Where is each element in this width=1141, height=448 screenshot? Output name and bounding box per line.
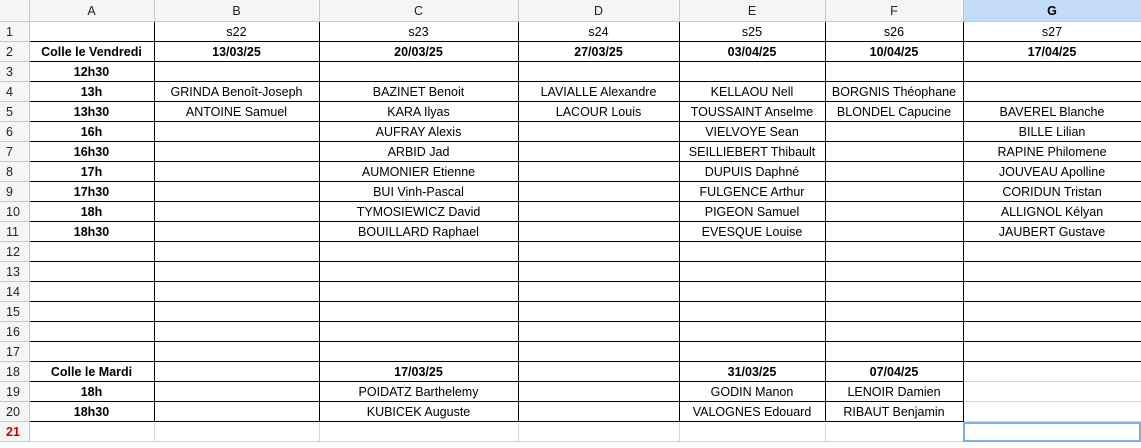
cell-g21[interactable] <box>963 422 1141 442</box>
cell-a21[interactable] <box>29 422 154 442</box>
cell-b9[interactable] <box>154 182 319 202</box>
cell-e20[interactable]: VALOGNES Edouard <box>679 402 825 422</box>
cell-d20[interactable] <box>518 402 679 422</box>
cell-g20[interactable] <box>963 402 1141 422</box>
cell-d9[interactable] <box>518 182 679 202</box>
cell-d4[interactable]: LAVIALLE Alexandre <box>518 82 679 102</box>
row-header-14[interactable]: 14 <box>0 282 29 302</box>
column-header-e[interactable]: E <box>679 0 825 22</box>
sheet-row <box>0 22 1141 42</box>
cell-e1[interactable]: s25 <box>679 22 825 42</box>
cell-f13[interactable] <box>825 262 963 282</box>
cell-a14[interactable] <box>29 282 154 302</box>
cell-c14[interactable] <box>319 282 518 302</box>
cell-d5[interactable]: LACOUR Louis <box>518 102 679 122</box>
sheet-row <box>0 342 1141 362</box>
column-header-c[interactable]: C <box>319 0 518 22</box>
cell-a13[interactable] <box>29 262 154 282</box>
row-header-2[interactable]: 2 <box>0 42 29 62</box>
cell-e5[interactable]: TOUSSAINT Anselme <box>679 102 825 122</box>
cell-g5[interactable]: BAVEREL Blanche <box>963 102 1141 122</box>
cell-b13[interactable] <box>154 262 319 282</box>
cell-e9[interactable]: FULGENCE Arthur <box>679 182 825 202</box>
cell-f18[interactable]: 07/04/25 <box>825 362 963 382</box>
cell-c18[interactable]: 17/03/25 <box>319 362 518 382</box>
cell-b17[interactable] <box>154 342 319 362</box>
cell-f2[interactable]: 10/04/25 <box>825 42 963 62</box>
cell-a8[interactable]: 17h <box>29 162 154 182</box>
sheet-row <box>0 62 1141 82</box>
cell-c5[interactable]: KARA Ilyas <box>319 102 518 122</box>
cell-a1[interactable] <box>29 22 154 42</box>
cell-d11[interactable] <box>518 222 679 242</box>
cell-g7[interactable]: RAPINE Philomene <box>963 142 1141 162</box>
cell-g13[interactable] <box>963 262 1141 282</box>
cell-f5[interactable]: BLONDEL Capucine <box>825 102 963 122</box>
cell-e2[interactable]: 03/04/25 <box>679 42 825 62</box>
cell-f9[interactable] <box>825 182 963 202</box>
cell-e11[interactable]: EVESQUE Louise <box>679 222 825 242</box>
cell-f4[interactable]: BORGNIS Théophane <box>825 82 963 102</box>
cell-b7[interactable] <box>154 142 319 162</box>
cell-d13[interactable] <box>518 262 679 282</box>
cell-f19[interactable]: LENOIR Damien <box>825 382 963 402</box>
cell-a4[interactable]: 13h <box>29 82 154 102</box>
sheet-row <box>0 282 1141 302</box>
sheet-row <box>0 162 1141 182</box>
cell-a15[interactable] <box>29 302 154 322</box>
cell-g18[interactable] <box>963 362 1141 382</box>
row-header-3[interactable]: 3 <box>0 62 29 82</box>
cell-f17[interactable] <box>825 342 963 362</box>
select-all-corner[interactable] <box>0 0 29 22</box>
cell-e14[interactable] <box>679 282 825 302</box>
cell-f1[interactable]: s26 <box>825 22 963 42</box>
sheet-row <box>0 82 1141 102</box>
row-header-5[interactable]: 5 <box>0 102 29 122</box>
cell-c12[interactable] <box>319 242 518 262</box>
column-header-g[interactable]: G <box>963 0 1141 22</box>
cell-b8[interactable] <box>154 162 319 182</box>
cell-e12[interactable] <box>679 242 825 262</box>
row-header-7[interactable]: 7 <box>0 142 29 162</box>
cell-b15[interactable] <box>154 302 319 322</box>
cell-d12[interactable] <box>518 242 679 262</box>
cell-g15[interactable] <box>963 302 1141 322</box>
cell-a17[interactable] <box>29 342 154 362</box>
cell-b1[interactable]: s22 <box>154 22 319 42</box>
cell-b21[interactable] <box>154 422 319 442</box>
cell-f10[interactable] <box>825 202 963 222</box>
cell-c13[interactable] <box>319 262 518 282</box>
sheet-row <box>0 302 1141 322</box>
cell-f14[interactable] <box>825 282 963 302</box>
cell-e15[interactable] <box>679 302 825 322</box>
cell-c19[interactable]: POIDATZ Barthelemy <box>319 382 518 402</box>
cell-b4[interactable]: GRINDA Benoît-Joseph <box>154 82 319 102</box>
cell-e18[interactable]: 31/03/25 <box>679 362 825 382</box>
sheet-row <box>0 422 1141 442</box>
cell-a6[interactable]: 16h <box>29 122 154 142</box>
sheet-row <box>0 122 1141 142</box>
row-header-18[interactable]: 18 <box>0 362 29 382</box>
column-header-b[interactable]: B <box>154 0 319 22</box>
sheet-row <box>0 202 1141 222</box>
sheet-row <box>0 382 1141 402</box>
cell-c8[interactable]: AUMONIER Etienne <box>319 162 518 182</box>
cell-b19[interactable] <box>154 382 319 402</box>
cell-c6[interactable]: AUFRAY Alexis <box>319 122 518 142</box>
cell-a18[interactable]: Colle le Mardi <box>29 362 154 382</box>
cell-g8[interactable]: JOUVEAU Apolline <box>963 162 1141 182</box>
row-header-19[interactable]: 19 <box>0 382 29 402</box>
row-header-8[interactable]: 8 <box>0 162 29 182</box>
cell-b3[interactable] <box>154 62 319 82</box>
cell-c10[interactable]: TYMOSIEWICZ David <box>319 202 518 222</box>
cell-g10[interactable]: ALLIGNOL Kélyan <box>963 202 1141 222</box>
sheet-row <box>0 362 1141 382</box>
cell-a2[interactable]: Colle le Vendredi <box>29 42 154 62</box>
cell-e10[interactable]: PIGEON Samuel <box>679 202 825 222</box>
sheet-row <box>0 242 1141 262</box>
cell-c21[interactable] <box>319 422 518 442</box>
cell-g16[interactable] <box>963 322 1141 342</box>
row-header-12[interactable]: 12 <box>0 242 29 262</box>
column-header-row <box>0 0 1141 22</box>
cell-c1[interactable]: s23 <box>319 22 518 42</box>
cell-c2[interactable]: 20/03/25 <box>319 42 518 62</box>
sheet-row <box>0 102 1141 122</box>
cell-b16[interactable] <box>154 322 319 342</box>
cell-f12[interactable] <box>825 242 963 262</box>
cell-e4[interactable]: KELLAOU Nell <box>679 82 825 102</box>
cell-g3[interactable] <box>963 62 1141 82</box>
row-header-11[interactable]: 11 <box>0 222 29 242</box>
cell-d6[interactable] <box>518 122 679 142</box>
cell-c7[interactable]: ARBID Jad <box>319 142 518 162</box>
sheet-row <box>0 142 1141 162</box>
cell-e13[interactable] <box>679 262 825 282</box>
cell-c3[interactable] <box>319 62 518 82</box>
cell-d10[interactable] <box>518 202 679 222</box>
sheet-row <box>0 222 1141 242</box>
sheet-row <box>0 42 1141 62</box>
cell-g1[interactable]: s27 <box>963 22 1141 42</box>
cell-d14[interactable] <box>518 282 679 302</box>
cell-g17[interactable] <box>963 342 1141 362</box>
cell-a20[interactable]: 18h30 <box>29 402 154 422</box>
cell-f11[interactable] <box>825 222 963 242</box>
cell-c4[interactable]: BAZINET Benoit <box>319 82 518 102</box>
row-header-13[interactable]: 13 <box>0 262 29 282</box>
cell-f15[interactable] <box>825 302 963 322</box>
cell-e19[interactable]: GODIN Manon <box>679 382 825 402</box>
cell-f6[interactable] <box>825 122 963 142</box>
cell-b14[interactable] <box>154 282 319 302</box>
row-header-1[interactable]: 1 <box>0 22 29 42</box>
cell-c15[interactable] <box>319 302 518 322</box>
sheet-row <box>0 322 1141 342</box>
cell-b20[interactable] <box>154 402 319 422</box>
row-header-15[interactable]: 15 <box>0 302 29 322</box>
cell-d7[interactable] <box>518 142 679 162</box>
row-header-21[interactable]: 21 <box>0 422 29 442</box>
row-header-16[interactable]: 16 <box>0 322 29 342</box>
cell-a16[interactable] <box>29 322 154 342</box>
cell-b10[interactable] <box>154 202 319 222</box>
row-header-10[interactable]: 10 <box>0 202 29 222</box>
cell-a19[interactable]: 18h <box>29 382 154 402</box>
cell-e21[interactable] <box>679 422 825 442</box>
cell-c11[interactable]: BOUILLARD Raphael <box>319 222 518 242</box>
row-header-9[interactable]: 9 <box>0 182 29 202</box>
cell-b2[interactable]: 13/03/25 <box>154 42 319 62</box>
row-header-6[interactable]: 6 <box>0 122 29 142</box>
cell-g12[interactable] <box>963 242 1141 262</box>
cell-e17[interactable] <box>679 342 825 362</box>
cell-d18[interactable] <box>518 362 679 382</box>
sheet-row <box>0 402 1141 422</box>
cell-f21[interactable] <box>825 422 963 442</box>
sheet-row <box>0 262 1141 282</box>
sheet-row <box>0 182 1141 202</box>
column-header-a[interactable]: A <box>29 0 154 22</box>
cell-f3[interactable] <box>825 62 963 82</box>
cell-a7[interactable]: 16h30 <box>29 142 154 162</box>
cell-g14[interactable] <box>963 282 1141 302</box>
cell-g9[interactable]: CORIDUN Tristan <box>963 182 1141 202</box>
cell-d3[interactable] <box>518 62 679 82</box>
cell-d8[interactable] <box>518 162 679 182</box>
cell-a3[interactable]: 12h30 <box>29 62 154 82</box>
column-header-f[interactable]: F <box>825 0 963 22</box>
cell-e7[interactable]: SEILLIEBERT Thibault <box>679 142 825 162</box>
cell-a9[interactable]: 17h30 <box>29 182 154 202</box>
cell-d15[interactable] <box>518 302 679 322</box>
cell-c17[interactable] <box>319 342 518 362</box>
cell-e3[interactable] <box>679 62 825 82</box>
cell-e6[interactable]: VIELVOYE Sean <box>679 122 825 142</box>
cell-f7[interactable] <box>825 142 963 162</box>
cell-f20[interactable]: RIBAUT Benjamin <box>825 402 963 422</box>
cell-f8[interactable] <box>825 162 963 182</box>
cell-g2[interactable]: 17/04/25 <box>963 42 1141 62</box>
cell-f16[interactable] <box>825 322 963 342</box>
cell-g11[interactable]: JAUBERT Gustave <box>963 222 1141 242</box>
cell-b5[interactable]: ANTOINE Samuel <box>154 102 319 122</box>
cell-b11[interactable] <box>154 222 319 242</box>
cell-g6[interactable]: BILLE Lilian <box>963 122 1141 142</box>
cell-g19[interactable] <box>963 382 1141 402</box>
cell-e8[interactable]: DUPUIS Daphné <box>679 162 825 182</box>
cell-c9[interactable]: BUI Vinh-Pascal <box>319 182 518 202</box>
cell-d1[interactable]: s24 <box>518 22 679 42</box>
cell-b6[interactable] <box>154 122 319 142</box>
cell-c16[interactable] <box>319 322 518 342</box>
row-header-17[interactable]: 17 <box>0 342 29 362</box>
cell-e16[interactable] <box>679 322 825 342</box>
cell-b12[interactable] <box>154 242 319 262</box>
row-header-20[interactable]: 20 <box>0 402 29 422</box>
cell-d19[interactable] <box>518 382 679 402</box>
row-header-4[interactable]: 4 <box>0 82 29 102</box>
cell-a10[interactable]: 18h <box>29 202 154 222</box>
cell-g4[interactable] <box>963 82 1141 102</box>
cell-c20[interactable]: KUBICEK Auguste <box>319 402 518 422</box>
cell-d2[interactable]: 27/03/25 <box>518 42 679 62</box>
cell-d16[interactable] <box>518 322 679 342</box>
cell-a12[interactable] <box>29 242 154 262</box>
cell-a11[interactable]: 18h30 <box>29 222 154 242</box>
column-header-d[interactable]: D <box>518 0 679 22</box>
cell-d17[interactable] <box>518 342 679 362</box>
cell-d21[interactable] <box>518 422 679 442</box>
cell-a5[interactable]: 13h30 <box>29 102 154 122</box>
cell-b18[interactable] <box>154 362 319 382</box>
